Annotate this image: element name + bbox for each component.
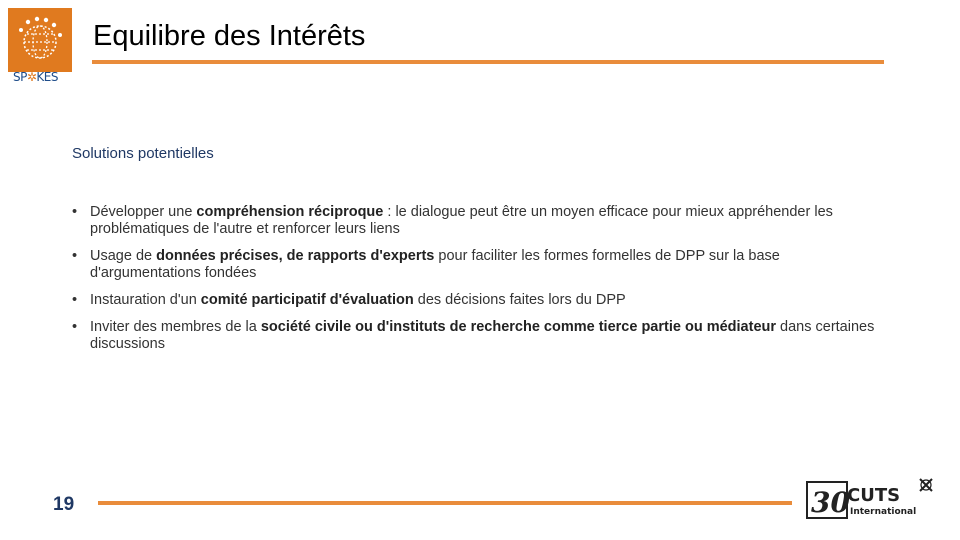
page-title: Equilibre des Intérêts [93,20,366,52]
bullet-text-pre: Usage de [90,248,157,264]
cuts-international-logo [805,476,940,522]
cuts-logo-sub: International [850,507,917,517]
footer-rule [98,501,792,505]
logo-text-post: KES [36,70,58,84]
bullet-item [72,319,892,353]
page-number: 19 [53,494,75,515]
bullet-text-pre: Instauration d'un [90,292,201,308]
bullet-text-pre: Développer une [90,204,197,220]
bullet-dot-icon: • [72,292,78,308]
cuts-logo-years: 30 [811,486,850,519]
bullet-text-post: dans certaines discussions [90,319,875,352]
bullet-item [72,248,892,282]
cuts-logo-name: CUTS [847,485,901,506]
section-subtitle: Solutions potentielles [72,145,214,162]
bullet-text-post: : le dialogue peut être un moyen efficace pour mieux appréhender les problématiques de l'autre et renforcer leurs liens [90,204,833,237]
globe-icon [8,8,72,72]
bullet-text-post: pour faciliter les formes formelles de DPP sur la base d'argumentations fondées [90,248,780,281]
bullet-text-bold: compréhension réciproque [196,204,384,220]
bullet-dot-icon: • [72,204,78,220]
bullet-dot-icon: • [72,248,78,264]
bullet-list [72,204,892,363]
bullet-dot-icon: • [72,319,78,335]
bullet-text-bold: société civile ou d'instituts de recherche comme tierce partie ou médiateur [260,319,777,335]
bullet-text-pre: Inviter des membres de la [90,319,261,335]
bullet-text-post: des décisions faites lors du DPP [413,292,626,308]
bullet-item [72,204,892,238]
cross-icon [920,479,932,491]
bullet-text-bold: données précises, de rapports d'experts [156,248,435,264]
logo-text-pre: SP [13,70,27,84]
spokes-logo-wordmark [13,70,73,84]
spokes-logo-mark [8,8,72,72]
bullet-text-bold: comité participatif d'évaluation [200,292,414,308]
bullet-item [72,292,892,309]
logo-text-o: ✲ [26,70,37,84]
title-underline [92,60,884,64]
